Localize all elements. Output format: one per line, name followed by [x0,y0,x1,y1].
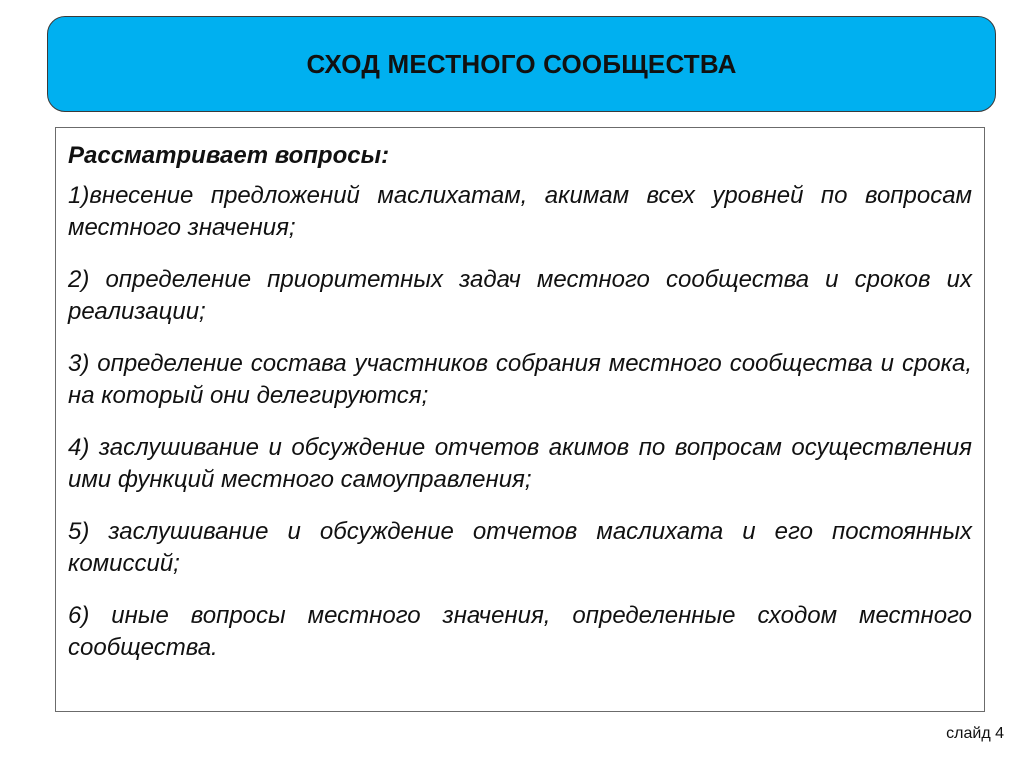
content-panel [55,127,985,712]
list-item-5: 5) заслушивание и обсуждение отчетов маслихата и его постоянных комиссий; [68,518,972,577]
content-heading: Рассматривает вопросы: [68,142,390,169]
title-banner [47,16,996,112]
slide-number: слайд 4 [946,725,1004,742]
list-item-2: 2) определение приоритетных задач местного сообщества и сроков их реализации; [68,266,972,325]
slide-title: СХОД МЕСТНОГО СООБЩЕСТВА [306,48,737,79]
list-item-4: 4) заслушивание и обсуждение отчетов акимов по вопросам осуществления ими функций местного самоуправления; [68,434,972,493]
list-item-6: 6) иные вопросы местного значения, определенные сходом местного сообщества. [68,602,972,661]
list-item-1: 1)внесение предложений маслихатам, акимам всех уровней по вопросам местного значения; [68,182,972,241]
list-item-3: 3) определение состава участников собрания местного сообщества и срока, на который они делегируются; [68,350,972,409]
